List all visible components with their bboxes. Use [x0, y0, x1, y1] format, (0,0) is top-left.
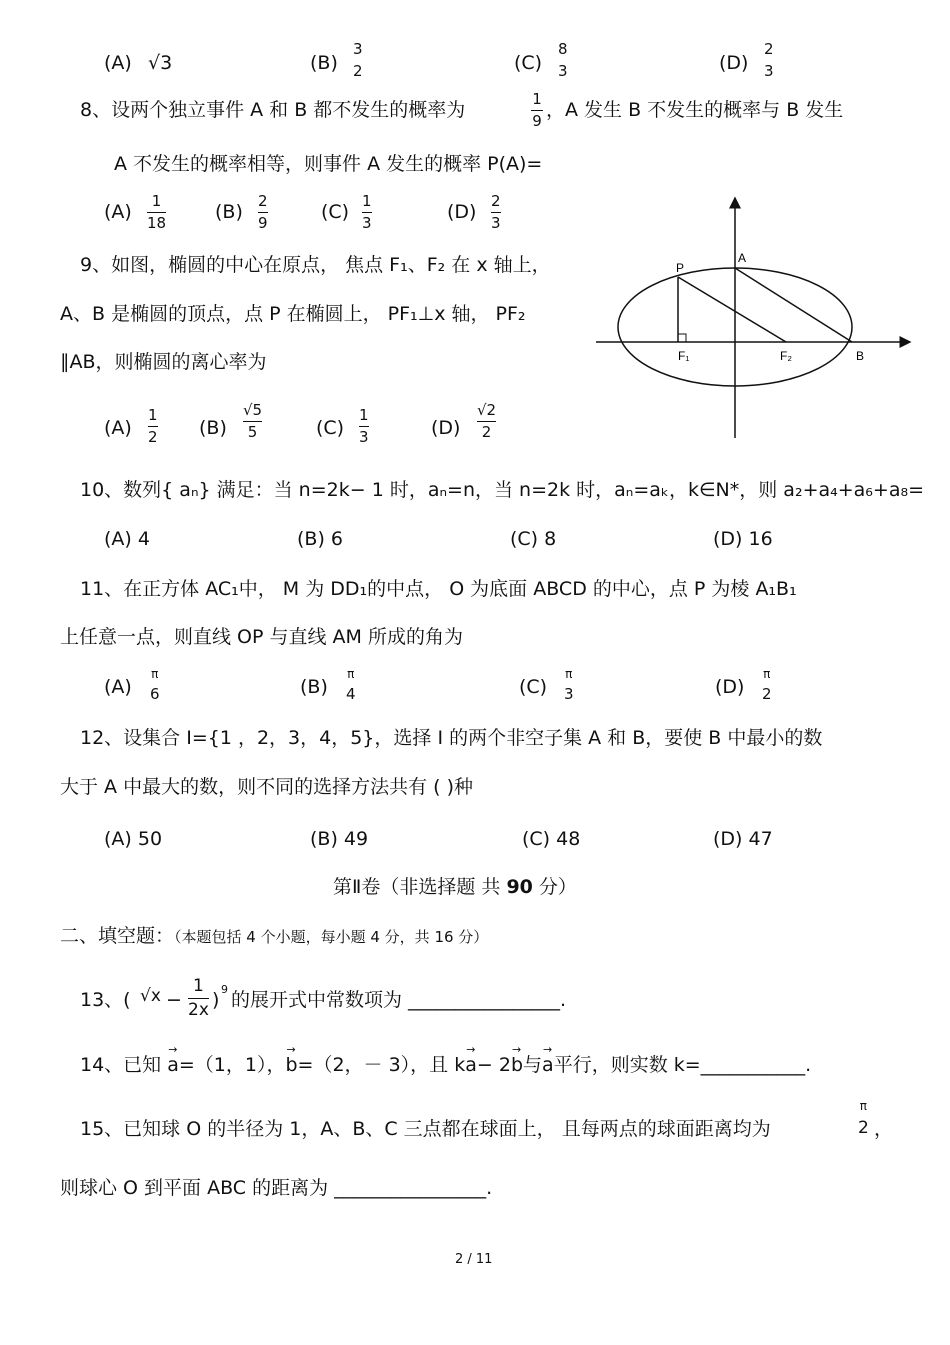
vector-a: → a: [465, 1056, 477, 1075]
q11-option-b-label: (B): [300, 676, 328, 698]
numerator: 1: [359, 406, 369, 424]
vector-b: → b: [285, 1056, 297, 1075]
q14-mid: 与: [523, 1054, 543, 1076]
denominator: 2: [858, 1118, 869, 1138]
label-a: A: [738, 251, 747, 265]
q9-option-c-label: (C): [316, 417, 345, 439]
q7-option-d-fraction: [764, 42, 774, 79]
q13-sqrt-x: √x: [140, 986, 161, 1006]
label-b: B: [856, 349, 865, 363]
q10-option-a: (A) 4: [104, 528, 150, 550]
q12-line-1: 12、设集合 I={1 ，2，3，4，5}，选择 I 的两个非空子集 A 和 B，要使 B 中最小的数: [80, 727, 823, 749]
q14-eq1: =（1，1），: [178, 1054, 286, 1076]
q12-line-2: 大于 A 中最大的数，则不同的选择方法共有 ( )种: [60, 776, 473, 798]
q8-option-d-fraction: [491, 194, 501, 231]
q13-fraction: [188, 978, 209, 1019]
denominator: 2: [762, 685, 772, 703]
q11-option-a-fraction: [150, 668, 160, 702]
q8-option-b-fraction: [258, 194, 268, 231]
section-title-pre: 第Ⅱ卷（非选择题 共: [333, 876, 507, 898]
q15-fraction: [858, 1100, 869, 1137]
q10-option-b: (B) 6: [297, 528, 343, 550]
pf2-line: [678, 277, 786, 342]
q14-suffix: 平行，则实数 k=___________.: [553, 1054, 812, 1076]
q8-text-2: ，A 发生 B 不发生的概率与 B 发生: [546, 99, 844, 121]
q12-option-d: (D) 47: [713, 828, 773, 850]
q11-line-1: 11、在正方体 AC₁中， M 为 DD₁的中点， O 为底面 ABCD 的中心，点 P 为棱 A₁B₁: [80, 578, 797, 600]
q8-fraction: [531, 92, 543, 129]
numerator: π: [763, 667, 771, 681]
q14-prefix: 14、已知: [80, 1054, 168, 1076]
numerator: 1: [532, 90, 542, 108]
q15-line-1: 15、已知球 O 的半径为 1，A、B、C 三点都在球面上， 且每两点的球面距离均为: [80, 1118, 771, 1140]
denominator: 5: [247, 423, 258, 441]
q8-option-c-fraction: [362, 194, 372, 231]
numerator: √5: [243, 401, 263, 419]
q8-text-3: A 不发生的概率相等，则事件 A 发生的概率 P(A)=: [114, 153, 543, 175]
numerator: π: [859, 1099, 868, 1113]
q13-prefix: 13、(: [80, 989, 131, 1011]
q9-option-b-fraction: [243, 403, 262, 440]
denominator: 3: [491, 214, 501, 232]
q14-eq2: =（2，－ 3），且 k: [297, 1054, 466, 1076]
section-2-title: [333, 878, 577, 897]
label-p: P: [676, 261, 685, 275]
q8-option-d-label: (D): [447, 201, 477, 223]
denominator: 2: [481, 423, 492, 441]
ellipse-figure: [590, 192, 920, 447]
section-title-score: 90: [506, 876, 533, 898]
section-title-post: 分）: [532, 876, 577, 898]
numerator: 2: [258, 192, 268, 210]
vector-a: → a: [167, 1056, 179, 1075]
q14-text: [80, 1056, 811, 1075]
page-number: 2 / 11: [455, 1252, 493, 1267]
q7-option-c-fraction: [558, 42, 568, 79]
denominator: 9: [258, 214, 268, 232]
q8-option-b-label: (B): [215, 201, 243, 223]
ab-line: [735, 268, 852, 342]
q13-close: ): [212, 989, 220, 1011]
numerator: 3: [353, 40, 363, 58]
q10-option-c: (C) 8: [510, 528, 557, 550]
q15-comma: ，: [874, 1118, 894, 1140]
q11-option-c-fraction: [564, 668, 574, 702]
q7-option-d-label: (D): [719, 52, 749, 74]
denominator: 3: [764, 62, 774, 80]
q13-exponent: 9: [221, 983, 228, 996]
denominator: 9: [532, 112, 542, 130]
q14-minus: − 2: [476, 1054, 511, 1076]
q15-line-2: 则球心 O 到平面 ABC 的距离为 ________________.: [60, 1177, 493, 1199]
q9-option-a-label: (A): [104, 417, 132, 439]
q9-option-d-fraction: [477, 403, 496, 440]
q8-text-1: 8、设两个独立事件 A 和 B 都不发生的概率为: [80, 99, 466, 121]
q8-option-a-label: (A): [104, 201, 132, 223]
numerator: √2: [477, 401, 497, 419]
q8-option-a-fraction: [147, 194, 166, 231]
label-f2: F₂: [780, 349, 792, 363]
q13-minus: −: [166, 989, 182, 1011]
q9-line-2: A、B 是椭圆的顶点，点 P 在椭圆上， PF₁⊥x 轴， PF₂: [60, 303, 526, 325]
vector-a: → a: [542, 1056, 554, 1075]
q11-option-a-label: (A): [104, 676, 132, 698]
q12-option-a: (A) 50: [104, 828, 163, 850]
q12-option-b: (B) 49: [310, 828, 369, 850]
q7-option-c-label: (C): [514, 52, 543, 74]
q11-option-d-label: (D): [715, 676, 745, 698]
q7-option-a-label: (A): [104, 52, 132, 74]
vector-b: → b: [511, 1056, 523, 1075]
numerator: π: [565, 667, 573, 681]
fill-blank-title: 二、填空题：: [60, 925, 175, 947]
label-f1: F₁: [678, 349, 690, 363]
q11-line-2: 上任意一点，则直线 OP 与直线 AM 所成的角为: [60, 626, 463, 648]
fill-blank-heading: [60, 927, 488, 946]
numerator: 2: [764, 40, 774, 58]
q9-line-1: 9、如图，椭圆的中心在原点， 焦点 F₁、F₂ 在 x 轴上，: [80, 254, 551, 276]
q7-option-b-fraction: [353, 42, 363, 79]
denominator: 3: [362, 214, 372, 232]
denominator: 2x: [188, 1000, 209, 1020]
q9-option-d-label: (D): [431, 417, 461, 439]
q13-suffix: 的展开式中常数项为 ________________.: [231, 989, 567, 1011]
denominator: 3: [558, 62, 568, 80]
denominator: 4: [346, 685, 356, 703]
fill-blank-note: （本题包括 4 个小题，每小题 4 分，共 16 分）: [174, 928, 489, 946]
q9-option-c-fraction: [359, 408, 369, 445]
numerator: 8: [558, 40, 568, 58]
q8-option-c-label: (C): [321, 201, 350, 223]
numerator: 1: [193, 976, 204, 996]
q9-option-a-fraction: [148, 408, 158, 445]
denominator: 3: [564, 685, 574, 703]
right-angle-mark: [678, 334, 686, 342]
q10-text: 10、数列{ aₙ} 满足：当 n=2k− 1 时，aₙ=n，当 n=2k 时，aₙ=aₖ，k∈N*，则 a₂+a₄+a₆+a₈=: [80, 479, 925, 501]
numerator: 1: [148, 406, 158, 424]
q10-option-d: (D) 16: [713, 528, 773, 550]
numerator: π: [347, 667, 355, 681]
q11-option-c-label: (C): [519, 676, 548, 698]
q9-option-b-label: (B): [199, 417, 227, 439]
q7-option-a-value: √3: [148, 52, 173, 74]
q12-option-c: (C) 48: [522, 828, 581, 850]
denominator: 18: [147, 214, 167, 232]
denominator: 2: [353, 62, 363, 80]
q11-option-d-fraction: [762, 668, 772, 702]
numerator: 1: [151, 192, 162, 210]
q9-line-3: ∥AB，则椭圆的离心率为: [60, 351, 267, 373]
numerator: 2: [491, 192, 501, 210]
denominator: 6: [150, 685, 160, 703]
denominator: 3: [359, 428, 369, 446]
numerator: π: [151, 667, 159, 681]
denominator: 2: [148, 428, 158, 446]
numerator: 1: [362, 192, 372, 210]
q7-option-b-label: (B): [310, 52, 338, 74]
q11-option-b-fraction: [346, 668, 356, 702]
